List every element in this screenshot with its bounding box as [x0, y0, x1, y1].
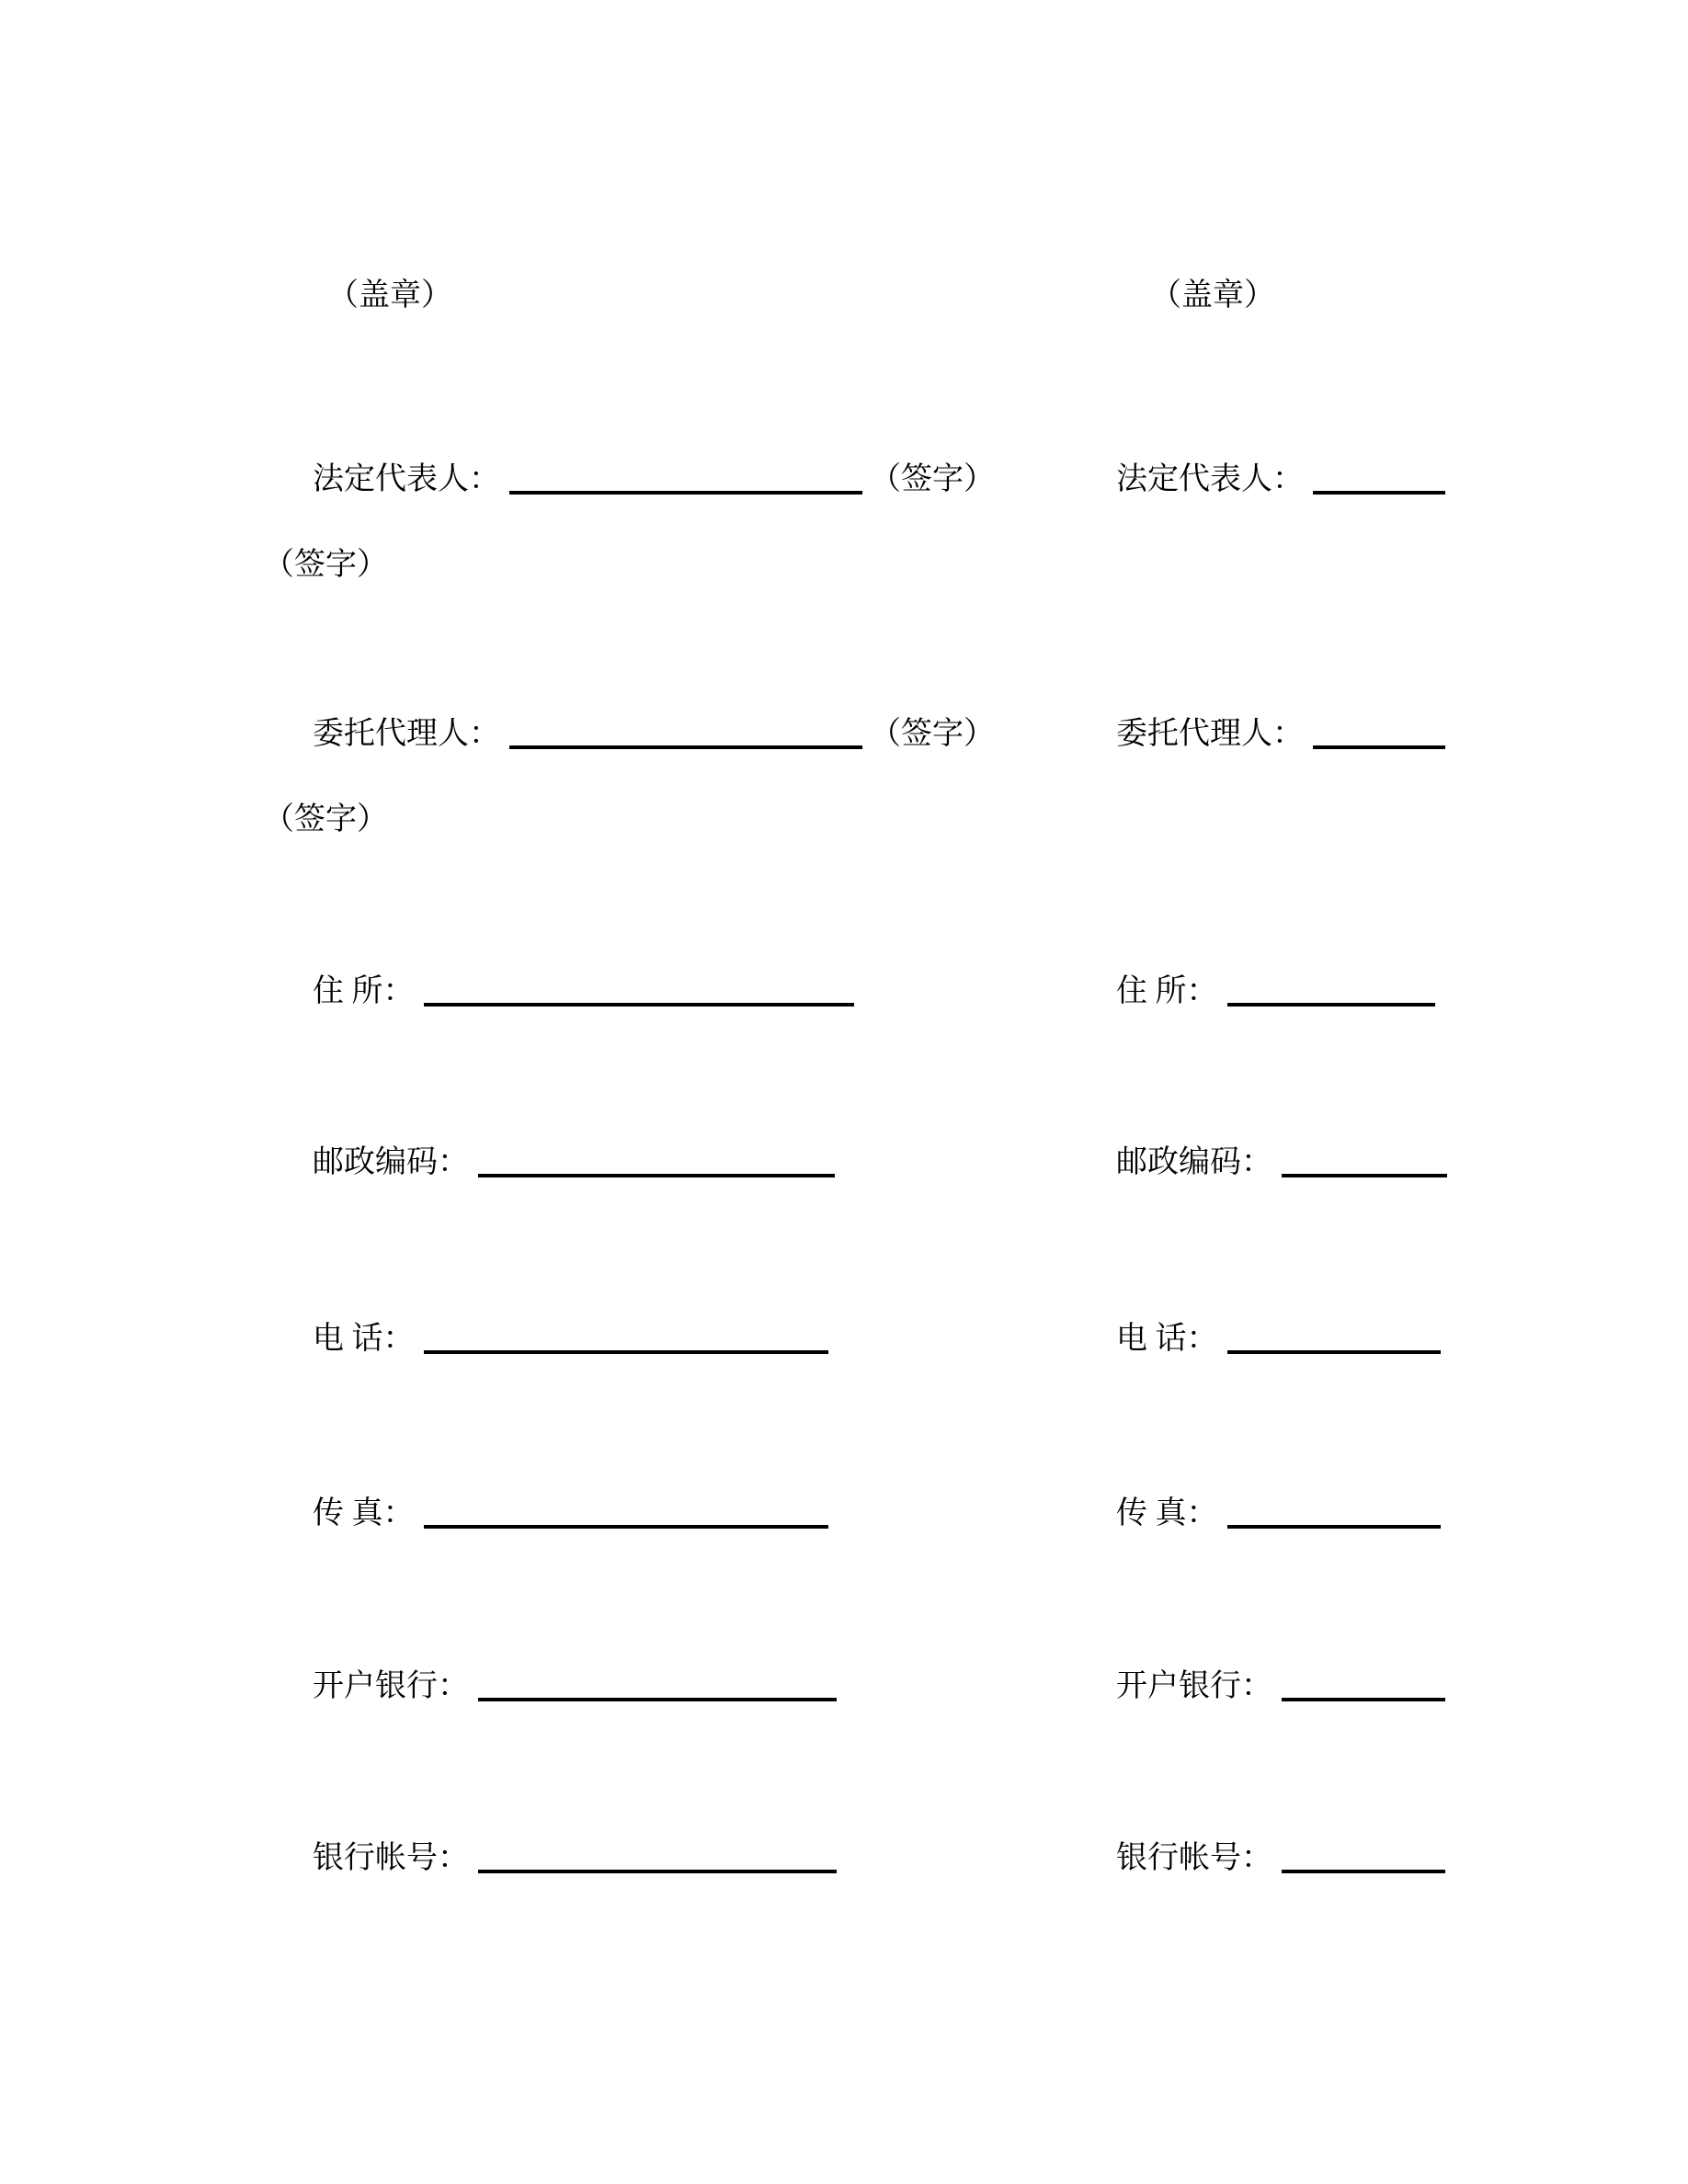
field-right-bank-account: [1116, 1837, 1445, 1881]
fill-in-blank[interactable]: [424, 1499, 828, 1529]
field-row-entrusted-agent: [0, 712, 1688, 756]
field-label: 委托代理人：: [313, 717, 500, 751]
field-row-address: [0, 970, 1688, 1014]
field-row-deposit-bank: [0, 1665, 1688, 1709]
field-label: 住 所：: [1116, 974, 1218, 1008]
field-label: 传 真：: [1116, 1496, 1218, 1530]
field-row-fax: [0, 1492, 1688, 1536]
fill-in-blank[interactable]: [1313, 720, 1445, 749]
field-label: 法定代表人：: [313, 462, 500, 496]
field-right-postal-code: [1116, 1141, 1447, 1185]
field-right-fax: [1116, 1492, 1441, 1536]
field-row-postal-code: [0, 1141, 1688, 1185]
fill-in-blank[interactable]: [478, 1844, 837, 1873]
field-row-phone: [0, 1317, 1688, 1361]
field-label: 电 话：: [1116, 1322, 1218, 1356]
sign-note: （签字）: [263, 548, 388, 582]
seal-note-right: （盖章）: [1150, 279, 1275, 313]
fill-in-blank[interactable]: [1227, 1499, 1441, 1529]
field-label: 传 真：: [313, 1496, 415, 1530]
field-right-address: [1116, 970, 1435, 1014]
fill-in-blank[interactable]: [424, 1325, 828, 1354]
fill-in-blank[interactable]: [1282, 1148, 1447, 1177]
field-label: 委托代理人：: [1116, 717, 1304, 751]
field-left-deposit-bank: [313, 1665, 837, 1709]
sign-note: （签字）: [870, 462, 995, 496]
wrapped-sign-note-row: [0, 543, 1688, 587]
field-left-phone: [313, 1317, 828, 1361]
field-label: 住 所：: [313, 974, 415, 1008]
seal-note-left: （盖章）: [327, 279, 452, 313]
field-left-fax: [313, 1492, 828, 1536]
fill-in-blank[interactable]: [509, 465, 862, 495]
field-row-bank-account: [0, 1837, 1688, 1881]
field-label: 法定代表人：: [1116, 462, 1304, 496]
field-left-bank-account: [313, 1837, 837, 1881]
fill-in-blank[interactable]: [478, 1148, 835, 1177]
field-label: 电 话：: [313, 1322, 415, 1356]
field-right-entrusted-agent: [1116, 712, 1445, 756]
field-left-entrusted-agent: [313, 712, 995, 756]
field-label: 邮政编码：: [313, 1145, 469, 1179]
fill-in-blank[interactable]: [1227, 977, 1435, 1007]
field-left-address: [313, 970, 854, 1014]
field-label: 开户银行：: [313, 1669, 469, 1703]
sign-note: （签字）: [870, 717, 995, 751]
field-left-legal-representative: [313, 458, 995, 502]
fill-in-blank[interactable]: [478, 1672, 837, 1701]
fill-in-blank[interactable]: [509, 720, 862, 749]
fill-in-blank[interactable]: [1313, 465, 1445, 495]
field-label: 邮政编码：: [1116, 1145, 1272, 1179]
wrapped-sign-note-row: [0, 798, 1688, 842]
fill-in-blank[interactable]: [1282, 1672, 1445, 1701]
fill-in-blank[interactable]: [1227, 1325, 1441, 1354]
field-label: 开户银行：: [1116, 1669, 1272, 1703]
seal-row: [0, 274, 1688, 318]
fill-in-blank[interactable]: [424, 977, 854, 1007]
field-label: 银行帐号：: [313, 1841, 469, 1875]
field-right-legal-representative: [1116, 458, 1445, 502]
field-row-legal-representative: [0, 458, 1688, 502]
field-right-phone: [1116, 1317, 1441, 1361]
fill-in-blank[interactable]: [1282, 1844, 1445, 1873]
field-left-postal-code: [313, 1141, 835, 1185]
sign-note: （签字）: [263, 802, 388, 836]
field-label: 银行帐号：: [1116, 1841, 1272, 1875]
field-right-deposit-bank: [1116, 1665, 1445, 1709]
